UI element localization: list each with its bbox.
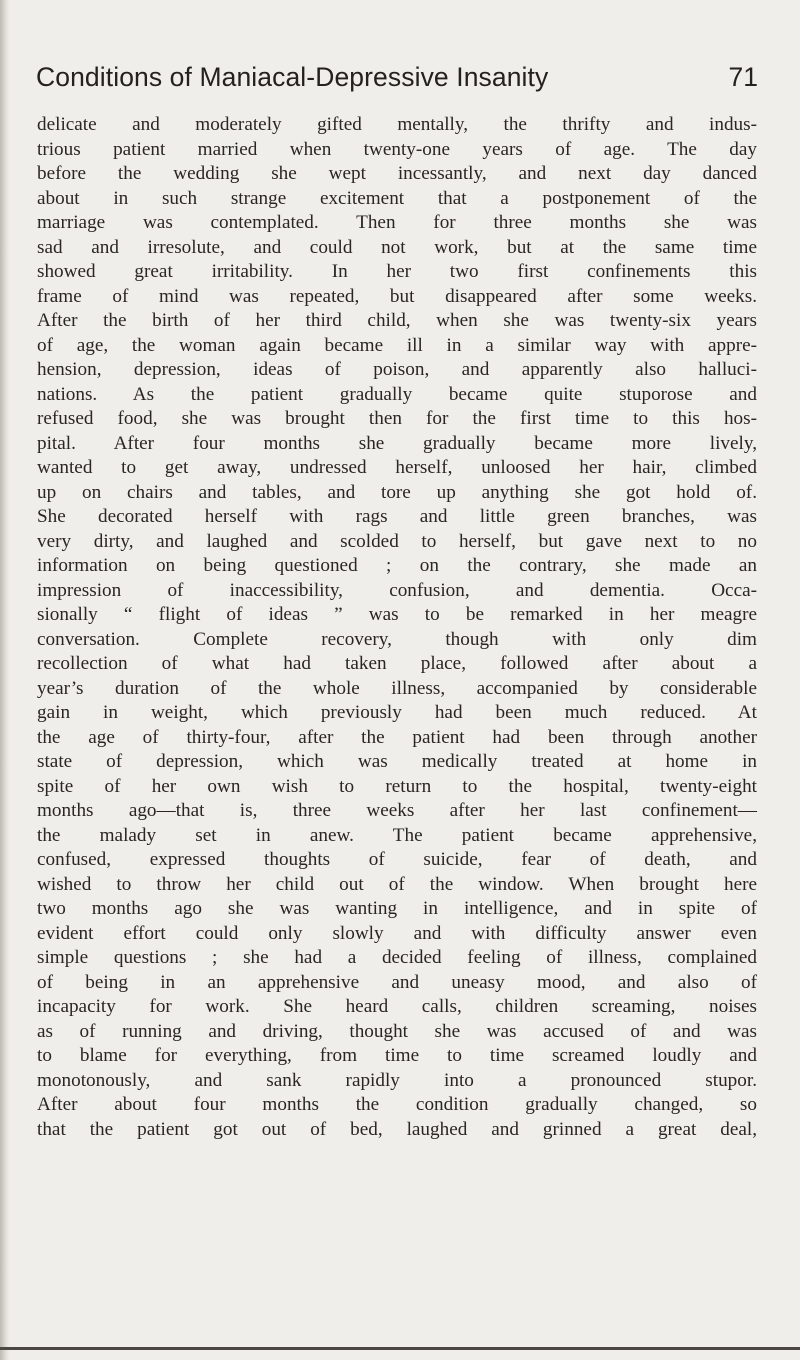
text-line: very dirty, and laughed and scolded to herself, but gave next to no (37, 530, 757, 552)
text-line: impression of inaccessibility, confusion, and dementia. Occa- (37, 579, 757, 601)
text-line: showed great irritability. In her two first confinements this (37, 261, 757, 282)
text-line: refused food, she was brought then for the first time to this hos- (37, 408, 757, 429)
text-line: that the patient got out of bed, laughed and grinned a great deal, (37, 1118, 757, 1140)
text-line: simple questions ; she had a decided feeling of illness, complained (37, 947, 757, 968)
text-line: up on chairs and tables, and tore up anything she got hold of. (37, 481, 757, 503)
text-line: incapacity for work. She heard calls, children screaming, noises (37, 996, 757, 1017)
text-line: frame of mind was repeated, but disappeared after some weeks. (37, 285, 757, 307)
text-line: year’s duration of the whole illness, accompanied by considerable (37, 677, 757, 699)
text-line: conversation. Complete recovery, though with only dim (37, 628, 757, 650)
text-line: After about four months the condition gradually changed, so (37, 1094, 757, 1115)
text-line: to blame for everything, from time to time screamed loudly and (37, 1045, 757, 1066)
page-number: 71 (728, 62, 758, 92)
text-line: spite of her own wish to return to the hospital, twenty-eight (37, 775, 757, 797)
text-line: gain in weight, which previously had been much reduced. At (37, 702, 757, 723)
text-line: pital. After four months she gradually became more lively, (37, 432, 757, 454)
text-line: the malady set in anew. The patient became apprehensive, (37, 824, 757, 846)
text-line: After the birth of her third child, when she was twenty-six years (37, 310, 757, 331)
text-line: sionally “ flight of ideas ” was to be remarked in her meagre (37, 604, 757, 625)
text-line: monotonously, and sank rapidly into a pronounced stupor. (37, 1069, 757, 1091)
text-line: the age of thirty-four, after the patient had been through another (37, 726, 757, 748)
text-line: before the wedding she wept incessantly, and next day danced (37, 163, 757, 184)
text-line: She decorated herself with rags and little green branches, was (37, 506, 757, 527)
text-line: evident effort could only slowly and with difficulty answer even (37, 922, 757, 944)
running-title: Conditions of Maniacal-Depressive Insanity (36, 62, 549, 92)
text-line: confused, expressed thoughts of suicide, fear of death, and (37, 849, 757, 870)
text-line: about in such strange excitement that a postponement of the (37, 187, 757, 209)
text-line: trious patient married when twenty-one years of age. The day (37, 138, 757, 160)
body-text (37, 113, 757, 1142)
text-line: of being in an apprehensive and uneasy mood, and also of (37, 971, 757, 993)
text-line: months ago—that is, three weeks after her last confinement— (37, 800, 757, 821)
page-binding-shadow (0, 0, 10, 1360)
text-line: as of running and driving, thought she was accused of and was (37, 1020, 757, 1042)
text-line: two months ago she was wanting in intelligence, and in spite of (37, 898, 757, 919)
text-line: wanted to get away, undressed herself, unloosed her hair, climbed (37, 457, 757, 478)
text-line: hension, depression, ideas of poison, and apparently also halluci- (37, 359, 757, 380)
text-line: nations. As the patient gradually became quite stuporose and (37, 383, 757, 405)
page-header (36, 62, 758, 102)
text-line: delicate and moderately gifted mentally, the thrifty and indus- (37, 114, 757, 135)
text-line: sad and irresolute, and could not work, but at the same time (37, 236, 757, 258)
bottom-edge-rule (0, 1347, 800, 1350)
text-line: recollection of what had taken place, followed after about a (37, 653, 757, 674)
text-line: information on being questioned ; on the contrary, she made an (37, 555, 757, 576)
text-line: marriage was contemplated. Then for three months she was (37, 212, 757, 233)
text-line: of age, the woman again became ill in a similar way with appre- (37, 334, 757, 356)
text-line: state of depression, which was medically treated at home in (37, 751, 757, 772)
text-line: wished to throw her child out of the window. When brought here (37, 873, 757, 895)
